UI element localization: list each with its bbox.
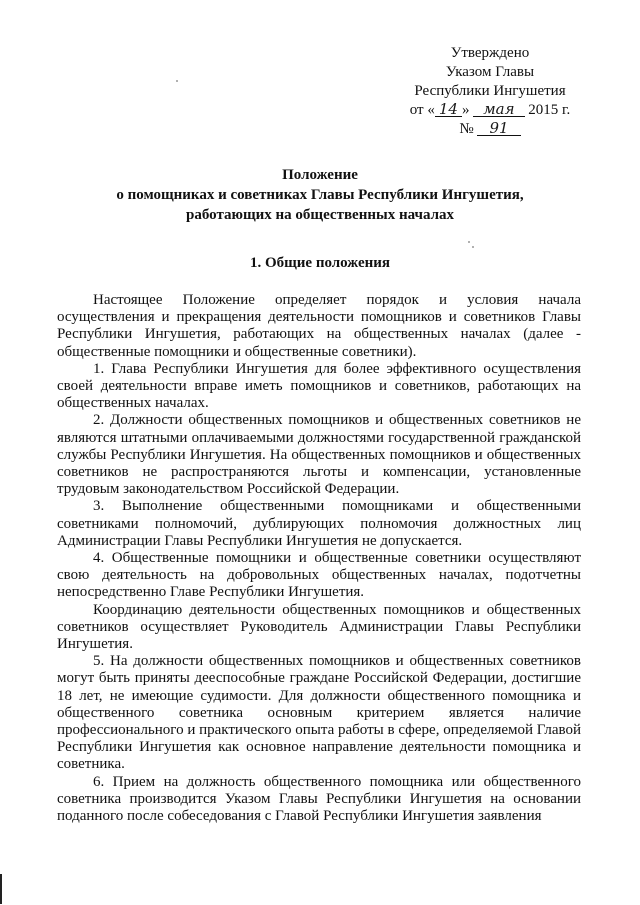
approval-date-year: 2015 г. [528, 102, 571, 118]
approval-number-value: 91 [477, 121, 520, 136]
paragraph-4-coordination: Координацию деятельности общественных помощников и общественных советников осуществляет Руководитель Администрации Главы Республики Ингушетия. [57, 601, 581, 653]
approval-date-prefix: от « [409, 102, 435, 118]
approval-stamp-block [380, 44, 600, 139]
paragraph-5: 5. На должности общественных помощников и общественных советников могут быть приняты дееспособные граждане Российской Федерации, достигшие 18 лет, не имеющие судимости. Для должности общественного помощника и общественного советника основным критерием является наличие профессионального и практического опыта работы в сфере, определяемой Главой Республики Ингушетия как основное направление деятельности помощника и советника. [57, 653, 581, 773]
paragraph-6: 6. Прием на должность общественного помощника или общественного советника производится Указом Главы Республики Ингушетия на основании поданного после собеседования с Главой Республики Ингушетия заявления [57, 773, 581, 825]
approval-number-prefix: № [459, 121, 474, 137]
scan-speck [472, 246, 474, 248]
scan-edge-mark [0, 874, 2, 904]
document-title [60, 165, 580, 225]
approval-approved: Утверждено [450, 45, 530, 61]
paragraph-intro: Настоящее Положение определяет порядок и условия начала осуществления и прекращения деятельности помощников и советников Главы Республики Ингушетия, работающих на общественных началах (далее - общественные помощники и общественные советники). [57, 292, 581, 360]
scan-speck [468, 241, 470, 243]
paragraph-3: 3. Выполнение общественными помощниками и общественными советниками полномочий, дублирующих полномочия должностных лиц Администрации Главы Республики Ингушетия не допускается. [57, 498, 581, 549]
title-line-1: Положение [282, 167, 358, 183]
paragraph-2: 2. Должности общественных помощников и общественных советников не являются штатными оплачиваемыми должностями государственной гражданской службы Республики Ингушетия. На общественных помощников и общественных советников не распространяются льготы и компенсации, установленные трудовым законодательством Российской Федерации. [57, 412, 581, 498]
approval-by-decree: Указом Главы [445, 64, 535, 80]
approval-republic: Республики Ингушетия [414, 83, 566, 99]
title-line-2: о помощниках и советниках Главы Республики Ингушетия, [116, 187, 524, 203]
body-text [57, 292, 581, 825]
approval-date-mid: » [461, 102, 470, 118]
paragraph-1: 1. Глава Республики Ингушетия для более эффективного осуществления своей деятельности вправе иметь помощников и советников, работающих на общественных началах. [57, 360, 581, 412]
approval-date-line [380, 101, 600, 120]
paragraph-4: 4. Общественные помощники и общественные советники осуществляют свою деятельность на добровольных общественных началах, подотчетны непосредственно Главе Республики Ингушетия. [57, 550, 581, 601]
section-heading: 1. Общие положения [249, 255, 391, 271]
title-line-3: работающих на общественных началах [186, 207, 454, 223]
scan-speck [176, 80, 178, 82]
approval-number-line [380, 120, 600, 139]
approval-date-day: 14 [435, 102, 462, 117]
approval-date-month: мая [473, 102, 524, 117]
